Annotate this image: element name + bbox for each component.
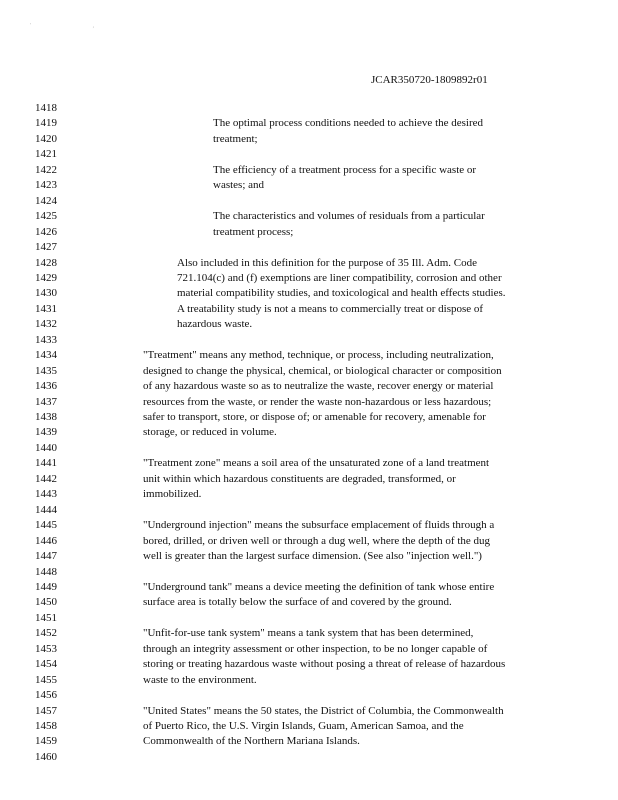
- line-text: 721.104(c) and (f) exemptions are liner compatibility, corrosion and other: [177, 271, 502, 284]
- document-line: [0, 395, 618, 409]
- line-number: 1456: [35, 689, 57, 702]
- document-line: [0, 333, 618, 347]
- line-number: 1454: [35, 658, 57, 671]
- line-text: Also included in this definition for the purpose of 35 Ill. Adm. Code: [177, 256, 478, 269]
- line-text: of Puerto Rico, the U.S. Virgin Islands, Guam, American Samoa, and the: [143, 720, 464, 732]
- document-line: [0, 734, 618, 748]
- document-line: [0, 286, 618, 300]
- line-number: 1442: [35, 472, 57, 485]
- document-line: [0, 225, 618, 239]
- line-number: 1460: [35, 750, 57, 763]
- line-text: resources from the waste, or render the waste non-hazardous or less hazardous;: [143, 395, 492, 408]
- line-number: 1451: [35, 611, 57, 624]
- line-number: 1421: [35, 148, 57, 161]
- document-line: [0, 116, 618, 130]
- line-text: through an integrity assessment or other inspection, to be no longer capable of: [143, 642, 488, 655]
- line-text: The optimal process conditions needed to achieve the desired: [213, 117, 484, 130]
- document-line: [0, 379, 618, 393]
- document-line: [0, 503, 618, 517]
- document-line: [0, 271, 618, 285]
- line-text: A treatability study is not a means to commercially treat or dispose of: [177, 302, 484, 315]
- line-text: designed to change the physical, chemical, or biological character or composition: [143, 364, 502, 377]
- document-line: [0, 240, 618, 254]
- line-number: 1423: [35, 179, 57, 192]
- document-line: [0, 626, 618, 640]
- document-line: [0, 178, 618, 192]
- line-number: 1429: [35, 271, 57, 284]
- line-number: 1430: [35, 287, 57, 300]
- document-line: [0, 750, 618, 764]
- line-number: 1435: [35, 364, 57, 377]
- document-line: [0, 673, 618, 687]
- line-text: "Underground tank" means a device meeting the definition of tank whose entire: [143, 580, 495, 593]
- document-line: [0, 565, 618, 579]
- line-text: The efficiency of a treatment process for a specific waste or: [213, 163, 477, 176]
- document-line: [0, 642, 618, 656]
- document-line: [0, 317, 618, 331]
- line-number: 1425: [35, 210, 57, 223]
- document-line: [0, 534, 618, 548]
- line-number: 1459: [35, 735, 57, 748]
- line-text: "United States" means the 50 states, the District of Columbia, the Commonwealth: [143, 704, 504, 717]
- line-number: 1450: [35, 596, 57, 609]
- line-text: storing or treating hazardous waste without posing a threat of release of hazardous: [143, 658, 506, 671]
- line-text: safer to transport, store, or dispose of; or amenable for recovery, amenable for: [143, 411, 486, 423]
- line-number: 1433: [35, 333, 57, 346]
- line-number: 1426: [35, 225, 57, 238]
- line-number: 1431: [35, 302, 57, 315]
- line-text: "Treatment" means any method, technique, or process, including neutralization,: [143, 349, 494, 362]
- document-line: [0, 688, 618, 702]
- line-text: "Underground injection" means the subsurface emplacement of fluids through a: [143, 519, 495, 532]
- line-text: of any hazardous waste so as to neutralize the waste, recover energy or material: [143, 380, 494, 393]
- document-line: [0, 256, 618, 270]
- document-line: [0, 132, 618, 146]
- document-line: [0, 209, 618, 223]
- line-text: hazardous waste.: [177, 318, 253, 331]
- line-text: Commonwealth of the Northern Mariana Islands.: [143, 735, 360, 748]
- document-line: [0, 580, 618, 594]
- line-text: waste to the environment.: [143, 673, 257, 686]
- line-number: 1438: [35, 411, 57, 423]
- line-number: 1457: [35, 704, 57, 717]
- line-number: 1452: [35, 627, 57, 640]
- document-line: [0, 348, 618, 362]
- line-text: treatment process;: [213, 225, 294, 238]
- line-number: 1437: [35, 395, 57, 408]
- document-line: [0, 518, 618, 532]
- document-line: [0, 147, 618, 161]
- document-line: [0, 719, 618, 733]
- line-text: bored, drilled, or driven well or through a dug well, where the depth of the dug: [143, 534, 491, 547]
- document-line: [0, 487, 618, 501]
- line-number: 1453: [35, 642, 57, 655]
- line-text: unit within which hazardous constituents are degraded, transformed, or: [143, 472, 456, 485]
- line-text: wastes; and: [213, 179, 265, 192]
- line-number: 1419: [35, 117, 57, 130]
- line-number: 1447: [35, 550, 57, 563]
- line-number: 1443: [35, 488, 57, 501]
- line-number: 1439: [35, 426, 57, 439]
- line-number: 1441: [35, 457, 57, 470]
- line-number: 1427: [35, 241, 57, 254]
- line-number: 1434: [35, 349, 57, 362]
- document-header-code: JCAR350720-1809892r01: [371, 74, 488, 86]
- line-text: "Treatment zone" means a soil area of the unsaturated zone of a land treatment: [143, 457, 490, 470]
- line-number: 1445: [35, 519, 57, 532]
- document-line: [0, 410, 618, 424]
- document-line: [0, 657, 618, 671]
- document-line: [0, 364, 618, 378]
- document-line: [0, 611, 618, 625]
- document-line: [0, 441, 618, 455]
- line-text: material compatibility studies, and toxicological and health effects studies.: [177, 287, 506, 300]
- line-number: 1428: [35, 256, 57, 269]
- document-line: [0, 194, 618, 208]
- document-line: [0, 425, 618, 439]
- scan-marks: ' ,: [30, 23, 125, 29]
- line-number: 1458: [35, 720, 57, 732]
- document-line: [0, 101, 618, 115]
- line-number: 1446: [35, 534, 57, 547]
- document-line: [0, 302, 618, 316]
- line-number: 1449: [35, 580, 57, 593]
- line-text: treatment;: [213, 132, 258, 145]
- line-number: 1422: [35, 163, 57, 176]
- line-text: The characteristics and volumes of residuals from a particular: [213, 210, 485, 223]
- line-number: 1418: [35, 102, 57, 114]
- line-text: surface area is totally below the surface of and covered by the ground.: [143, 596, 452, 609]
- line-text: well is greater than the largest surface dimension. (See also "injection well."): [143, 550, 482, 563]
- document-line: [0, 549, 618, 563]
- line-number: 1436: [35, 380, 57, 393]
- document-line: [0, 595, 618, 609]
- line-text: storage, or reduced in volume.: [143, 426, 277, 439]
- line-text: immobilized.: [143, 488, 202, 501]
- document-line: [0, 456, 618, 470]
- line-number: 1448: [35, 565, 57, 578]
- line-number: 1440: [35, 441, 57, 454]
- line-number: 1444: [35, 503, 57, 516]
- line-number: 1432: [35, 318, 57, 331]
- document-line: [0, 472, 618, 486]
- line-number: 1455: [35, 673, 57, 686]
- line-number: 1424: [35, 194, 57, 207]
- line-number: 1420: [35, 132, 57, 145]
- line-text: "Unfit-for-use tank system" means a tank system that has been determined,: [143, 627, 474, 640]
- document-line: [0, 704, 618, 718]
- document-line: [0, 163, 618, 177]
